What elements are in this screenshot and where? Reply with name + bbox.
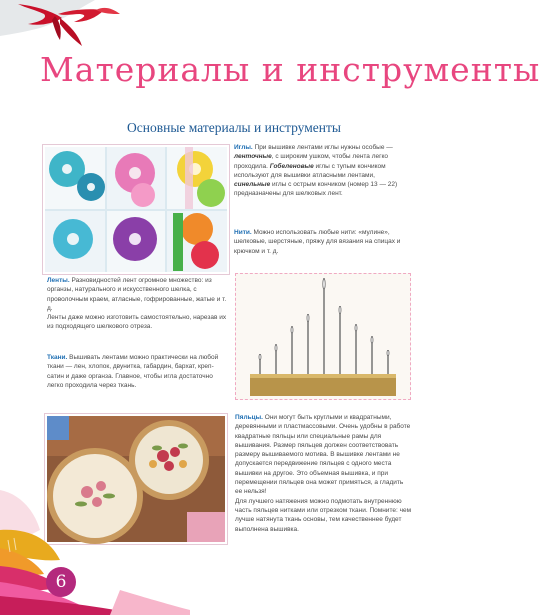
fabrics-paragraph: Ткани. Вышивать лентами можно практически на любой ткани — лен, хлопок, двунитка, габардин, бархат, креп-сатин и даже органза. Главное, чтобы игла достаточно легко проходила через ткань.	[47, 354, 219, 389]
page-title: Материалы и инструменты	[40, 50, 540, 89]
ribbons-term: Ленты.	[47, 277, 70, 284]
page-number-badge: 6	[46, 567, 76, 597]
needles-term: Иглы.	[234, 144, 253, 151]
ribbon-spools-photo	[43, 145, 229, 274]
needles-photo	[235, 273, 411, 400]
threads-term: Нити.	[234, 229, 252, 236]
hoops-term: Пяльцы.	[235, 414, 263, 421]
ribbons-paragraph: Ленты. Разновидностей лент огромное множество: из органзы, натурального и искусственного шелка, с проволочным краем, атласные, гофрированные, жатые и т. д. Ленты даже можно изготовить самостоятельно, нарезав их из подходящего шелкового отреза.	[47, 277, 227, 331]
hoops-paragraph: Пяльцы. Они могут быть круглыми и квадратными, деревянными и пластмассовыми. Очень удобны в работе квадратные пяльцы или специальные рамы для вышивания. Размер пяльцев должен соответствовать размеру вышиваемого мотива. В вышивке лентами не допускается передвижение пяльцев с одного места вышивки на другое. Это объемная вышивка, и при перемещении пяльцев она может примяться, а гладить ее нельзя! Для лучшего натяжения можно подмотать внутреннюю часть пяльцев нитками или отрезком ткани. Помните: чем лучше натянута ткань основы, тем качественнее будет выполнена вышивка.	[235, 414, 412, 533]
ribbons-decoration	[0, 470, 190, 615]
section-heading: Основные материалы и инструменты	[127, 120, 341, 135]
fabrics-term: Ткани.	[47, 354, 68, 361]
threads-paragraph: Нити. Можно использовать любые нити: «мулине», шелковые, шерстяные, пряжу для вязания на спицах и крючком и т. д.	[234, 229, 401, 255]
needles-paragraph: Иглы. При вышивке лентами иглы нужны особые — ленточные, с широким ушком, чтобы лента легко проходила. Гобеленовые иглы с тупым кончиком используют для вышивки атласными лентами, синельные иглы с острым кончиком (номер 13 — 22) предназначены для шелковых лент.	[234, 144, 398, 198]
